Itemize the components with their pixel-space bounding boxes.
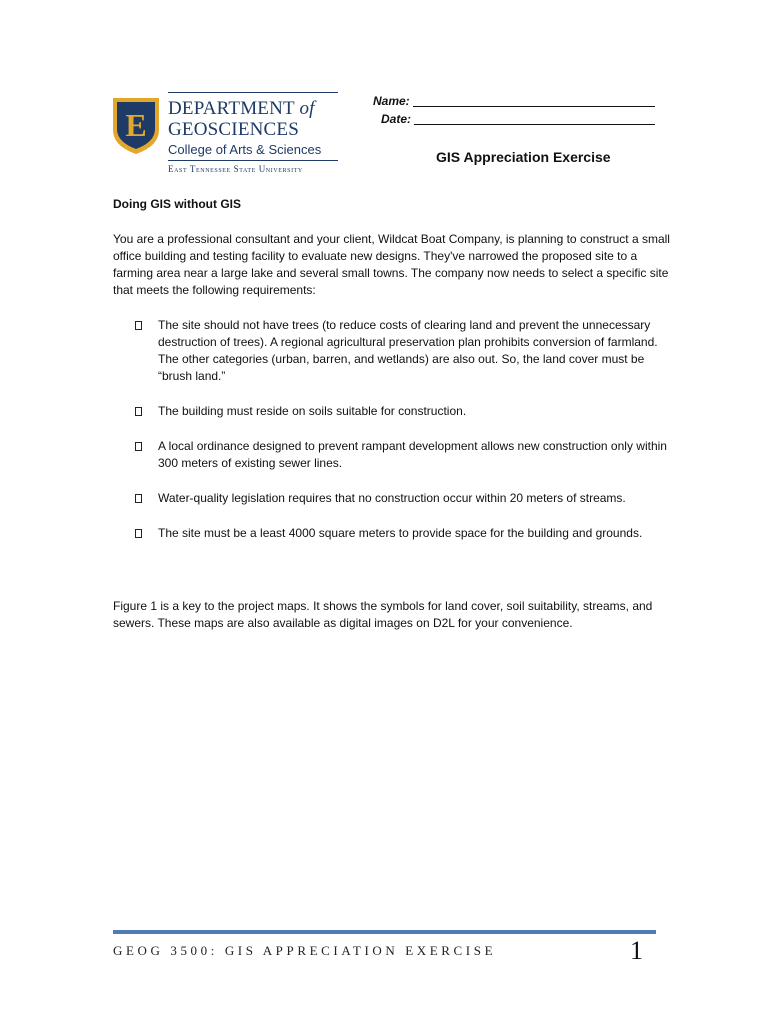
department-main: DEPARTMENT — [168, 98, 300, 119]
requirements-list — [113, 317, 673, 542]
date-field[interactable] — [381, 112, 411, 126]
name-field[interactable] — [373, 94, 410, 108]
page-number: 1 — [630, 936, 643, 965]
department-of: of — [299, 98, 315, 119]
bullet-box-icon — [135, 321, 142, 330]
bullet-box-icon — [135, 442, 142, 451]
name-underline[interactable] — [413, 106, 655, 107]
list-item — [113, 438, 673, 472]
university-name: East Tennessee State University — [168, 164, 303, 174]
college-name: College of Arts & Sciences — [168, 142, 322, 157]
etsu-shield-icon — [111, 96, 161, 156]
figure-note-paragraph: Figure 1 is a key to the project maps. It shows the symbols for land cover, soil suitability, streams, and sewers. These maps are also available as digital images on D2L for your convenience. — [113, 599, 653, 630]
footer-course-title: GEOG 3500: GIS APPRECIATION EXERCISE — [113, 943, 497, 958]
list-item — [113, 317, 673, 385]
logo-top-rule — [168, 92, 338, 93]
list-item — [113, 490, 673, 507]
shield-letter: E — [125, 107, 147, 143]
section-heading: Doing GIS without GIS — [113, 197, 241, 211]
department-sub: GEOSCIENCES — [168, 119, 299, 140]
date-label: Date: — [381, 112, 412, 126]
bullet-box-icon — [135, 494, 142, 503]
list-item-text: A local ordinance designed to prevent rampant development allows new construction only within 300 meters of existing sewer lines. — [158, 439, 667, 470]
department-logo — [111, 92, 343, 178]
list-item — [113, 403, 673, 420]
exercise-title: GIS Appreciation Exercise — [436, 149, 611, 165]
name-label: Name: — [373, 94, 410, 108]
list-item-text: Water-quality legislation requires that no construction occur within 20 meters of streams. — [158, 491, 626, 505]
bullet-box-icon — [135, 407, 142, 416]
list-item-text: The site should not have trees (to reduce costs of clearing land and prevent the unnecessary destruction of trees). A regional agricultural preservation plan prohibits conversion of farmland. The other categories (urban, barren, and wetlands) are also out. So, the land cover must be “brush land.” — [158, 318, 658, 383]
list-item-text: The site must be a least 4000 square meters to provide space for the building and grounds. — [158, 526, 643, 540]
logo-bottom-rule — [168, 160, 338, 161]
date-underline[interactable] — [414, 124, 655, 125]
department-name — [168, 98, 315, 140]
footer-rule — [113, 930, 656, 934]
list-item — [113, 525, 673, 542]
bullet-box-icon — [135, 529, 142, 538]
list-item-text: The building must reside on soils suitable for construction. — [158, 404, 467, 418]
intro-paragraph: You are a professional consultant and your client, Wildcat Boat Company, is planning to construct a small office building and testing facility to evaluate new designs. They've narrowed the proposed site to a farming area near a large lake and several small towns. The company now needs to select a specific site that meets the following requirements: — [113, 232, 670, 297]
